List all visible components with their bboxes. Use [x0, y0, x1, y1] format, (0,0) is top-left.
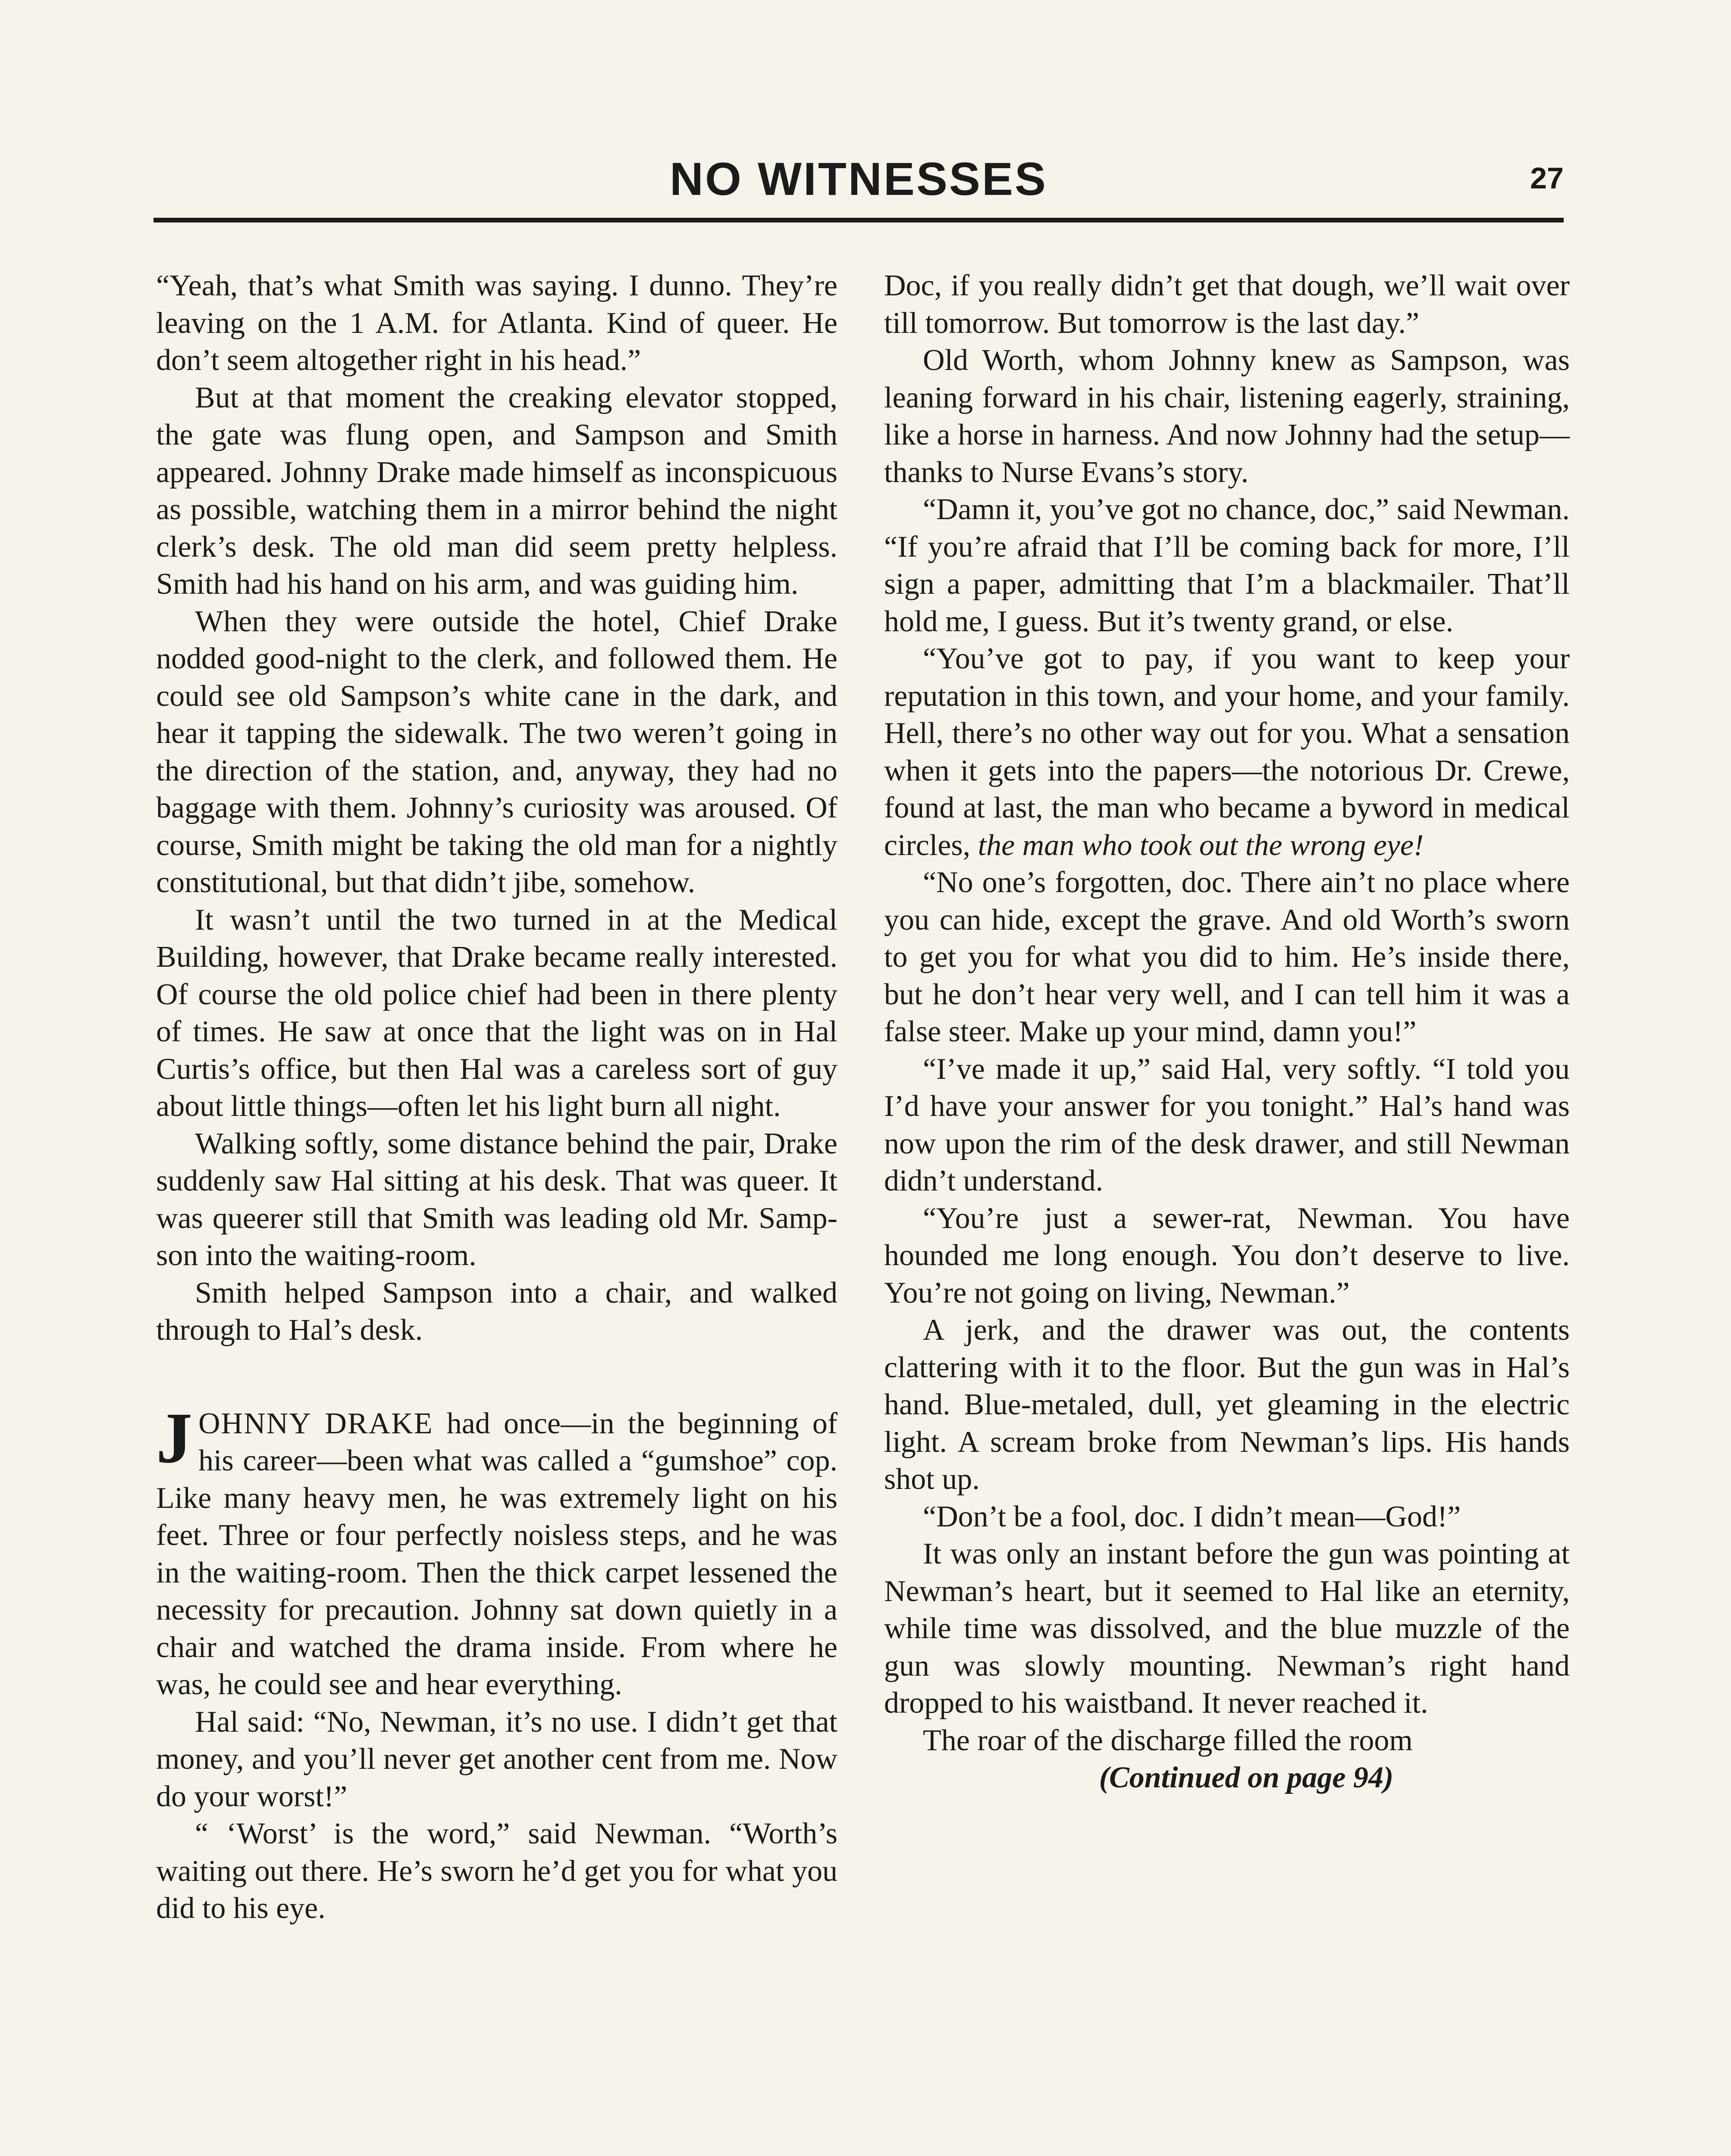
paragraph: When they were outside the hotel, Chief Drake nodded good-night to the clerk, and followed them. He could see old Sampson’s white cane in the dark, and hear it tapping the sidewalk. The two weren’t going in the direction of the station, and, anyway, they had no baggage with them. Johnny’s curiosity was aroused. Of course, Smith might be taking the old man for a nightly constitutional, but that didn’t jibe, somehow.	[156, 605, 837, 899]
paragraph	[884, 640, 1570, 864]
paragraph: “You’re just a sewer-rat, Newman. You have hounded me long enough. You don’t deserve to live. You’re not going on living, Newman.”	[884, 1201, 1570, 1310]
paragraph: “I’ve made it up,” said Hal, very softly. “I told you I’d have your answer for you tonight.” Hal’s hand was now upon the rim of the desk drawer, and still Newman didn’t understand.	[884, 1052, 1570, 1197]
paragraph: “Don’t be a fool, doc. I didn’t mean—God!”	[923, 1500, 1461, 1533]
continued-note: (Continued on page 94)	[1099, 1761, 1394, 1794]
right-column	[884, 267, 1570, 1797]
paragraph: “Yeah, that’s what Smith was saying. I dunno. They’re leaving on the 1 A.M. for Atlanta. Kind of queer. He don’t seem altogether right in his head.”	[156, 269, 837, 377]
page-number: 27	[1530, 161, 1564, 195]
paragraph: “ ‘Worst’ is the word,” said Newman. “Worth’s waiting out there. He’s sworn he’d get you for what you did to his eye.	[156, 1817, 837, 1925]
left-column	[156, 267, 837, 1927]
paragraph: Old Worth, whom Johnny knew as Sampson, was leaning forward in his chair, listening eagerly, straining, like a horse in harness. And now Johnny had the setup—thanks to Nurse Evans’s story.	[884, 344, 1570, 489]
paragraph: Smith helped Sampson into a chair, and walked through to Hal’s desk.	[156, 1276, 837, 1347]
paragraph: But at that moment the creaking elevator stopped, the gate was flung open, and Sampson and Smith appeared. Johnny Drake made himself as inconspicuous as possible, watching them in a mirror behind the night clerk’s desk. The old man did seem pretty helpless. Smith had his hand on his arm, and was guiding him.	[156, 381, 837, 601]
paragraph: It wasn’t until the two turned in at the Medical Building, however, that Drake became really interested. Of course the old police chief had been in there plenty of times. He saw at once that the light was on in Hal Curtis’s office, but then Hal was a careless sort of guy about little things—often let his light burn all night.	[156, 903, 837, 1123]
paragraph: “Damn it, you’ve got no chance, doc,” said Newman. “If you’re afraid that I’ll be coming back for more, I’ll sign a paper, admitting that I’m a blackmailer. That’ll hold me, I guess. But it’s twenty grand, or else.	[884, 493, 1570, 638]
drop-cap: J	[156, 1398, 192, 1478]
section-opening-paragraph	[156, 1398, 838, 1704]
paragraph-text: had once—in the beginning of his career—been what was called a “gumshoe” cop. Like many heavy men, he was extremely light on his feet. Three or four perfectly noisless steps, and he was in the waiting-room. Then the thick carpet lessened the necessity for precaution. Johnny sat down quietly in a chair and watched the drama inside. From where he was, he could see and hear everything.	[156, 1407, 838, 1701]
paragraph: “No one’s forgotten, doc. There ain’t no place where you can hide, except the grave. And old Worth’s sworn to get you for what you did to him. He’s inside there, but he don’t hear very well, and I can tell him it was a false steer. Make up your mind, damn you!”	[884, 866, 1570, 1048]
lead-in: OHNNY DRAKE	[198, 1407, 433, 1440]
paragraph: Hal said: “No, Newman, it’s no use. I didn’t get that money, and you’ll never get another cent from me. Now do your worst!”	[156, 1705, 837, 1813]
paragraph-text: “You’ve got to pay, if you want to keep your reputation in this town, and your home, and your family. Hell, there’s no other way out for you. What a sensation when it gets into the papers—the notorious Dr. Crewe, found at last, the man who became a byword in medical circles,	[884, 642, 1570, 862]
page-header	[154, 149, 1564, 222]
paragraph: It was only an instant before the gun was pointing at Newman’s heart, but it seemed to Hal like an eternity, while time was dissolved, and the blue muzzle of the gun was slowly mounting. Newman’s right hand dropped to his waistband. It never reached it.	[884, 1537, 1570, 1720]
story-title: NO WITNESSES	[669, 153, 1048, 205]
paragraph: A jerk, and the drawer was out, the contents clattering with it to the floor. But the gun was in Hal’s hand. Blue-metaled, dull, yet gleaming in the electric light. A scream broke from Newman’s lips. His hands shot up.	[884, 1313, 1570, 1496]
paragraph: Walking softly, some distance behind the pair, Drake suddenly saw Hal sitting at his desk. That was queer. It was queerer still that Smith was leading old Mr. Sampson into the waiting-room.	[156, 1127, 837, 1272]
italic-emphasis: the man who took out the wrong eye!	[978, 828, 1424, 862]
paragraph: Doc, if you really didn’t get that dough, we’ll wait over till tomorrow. But tomorrow is the last day.”	[884, 269, 1570, 340]
paragraph: The roar of the discharge filled the room	[923, 1724, 1413, 1757]
